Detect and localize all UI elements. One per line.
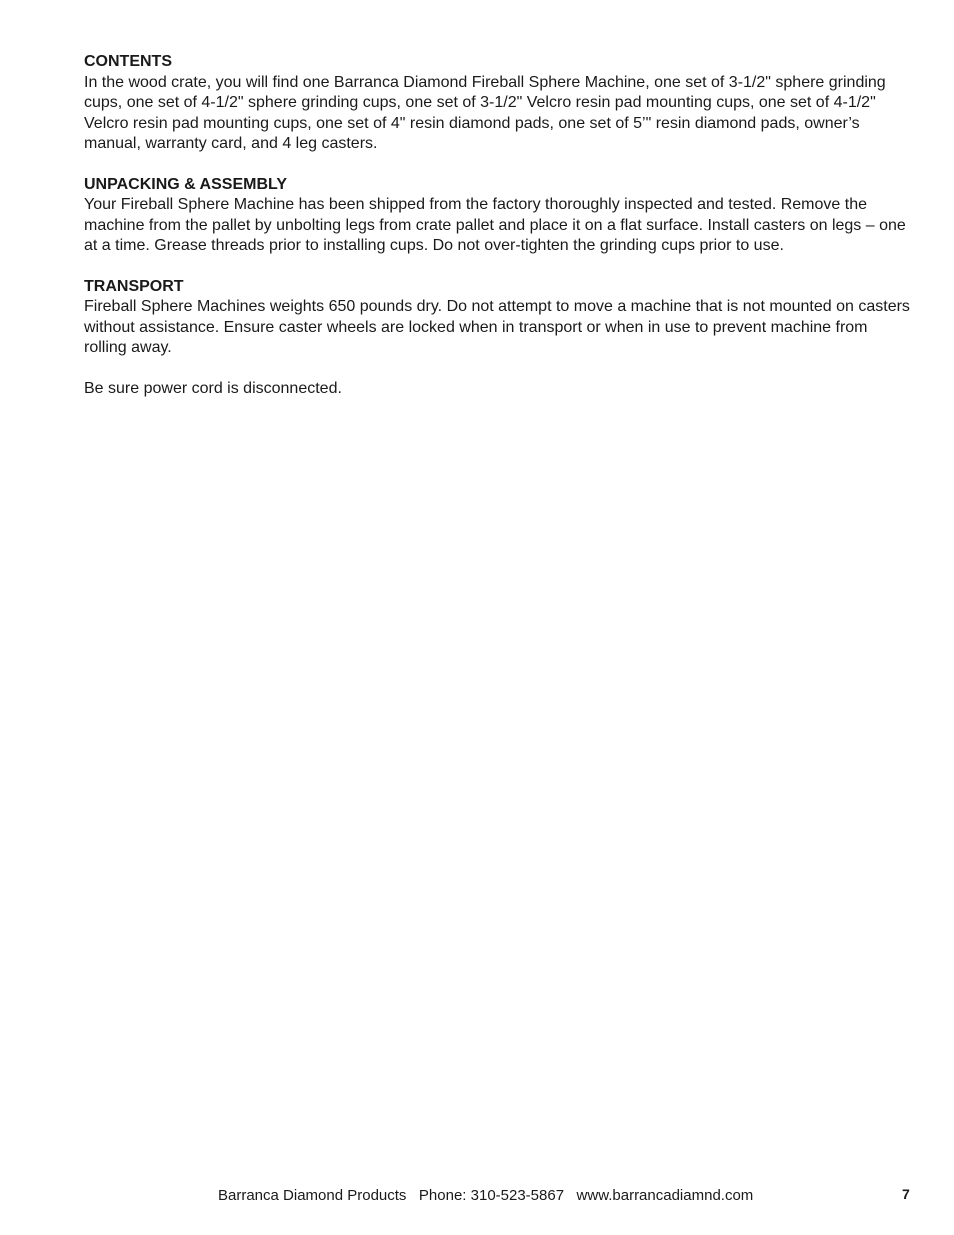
footer-contact-text: Barranca Diamond Products Phone: 310-523-5867 www.barrancadiamnd.com bbox=[218, 1187, 754, 1204]
section-heading: CONTENTS bbox=[84, 53, 172, 70]
section-contents bbox=[84, 52, 910, 155]
section-heading: UNPACKING & ASSEMBLY bbox=[84, 175, 287, 193]
page-number: 7 bbox=[902, 1186, 910, 1202]
section-unpacking-assembly bbox=[84, 175, 910, 257]
section-transport bbox=[84, 277, 910, 400]
section-paragraph: Fireball Sphere Machines weights 650 pounds dry. Do not attempt to move a machine that is not mounted on casters without assistance. Ensure caster wheels are locked when in transport or when in use to prevent machine from rolling away. bbox=[84, 298, 910, 356]
section-paragraph: Your Fireball Sphere Machine has been shipped from the factory thoroughly inspected and tested. Remove the machine from the pallet by unbolting legs from crate pallet and place it on a flat surface. Install casters on legs – one at a time. Grease threads prior to installing cups. Do not over-tighten the grinding cups prior to use. bbox=[84, 196, 906, 254]
section-heading: TRANSPORT bbox=[84, 277, 184, 295]
section-paragraph: Be sure power cord is disconnected. bbox=[84, 380, 342, 397]
document-body bbox=[84, 52, 910, 420]
section-paragraph: In the wood crate, you will find one Barranca Diamond Fireball Sphere Machine, one set of 3-1/2" sphere grinding cups, one set of 4-1/2" sphere grinding cups, one set of 3-1/2" Velcro resin pad mounting cups, one set of 4-1/2" Velcro resin pad mounting cups, one set of 4" resin diamond pads, one set of 5’" resin diamond pads, owner’s manual, warranty card, and 4 leg casters. bbox=[84, 73, 886, 152]
